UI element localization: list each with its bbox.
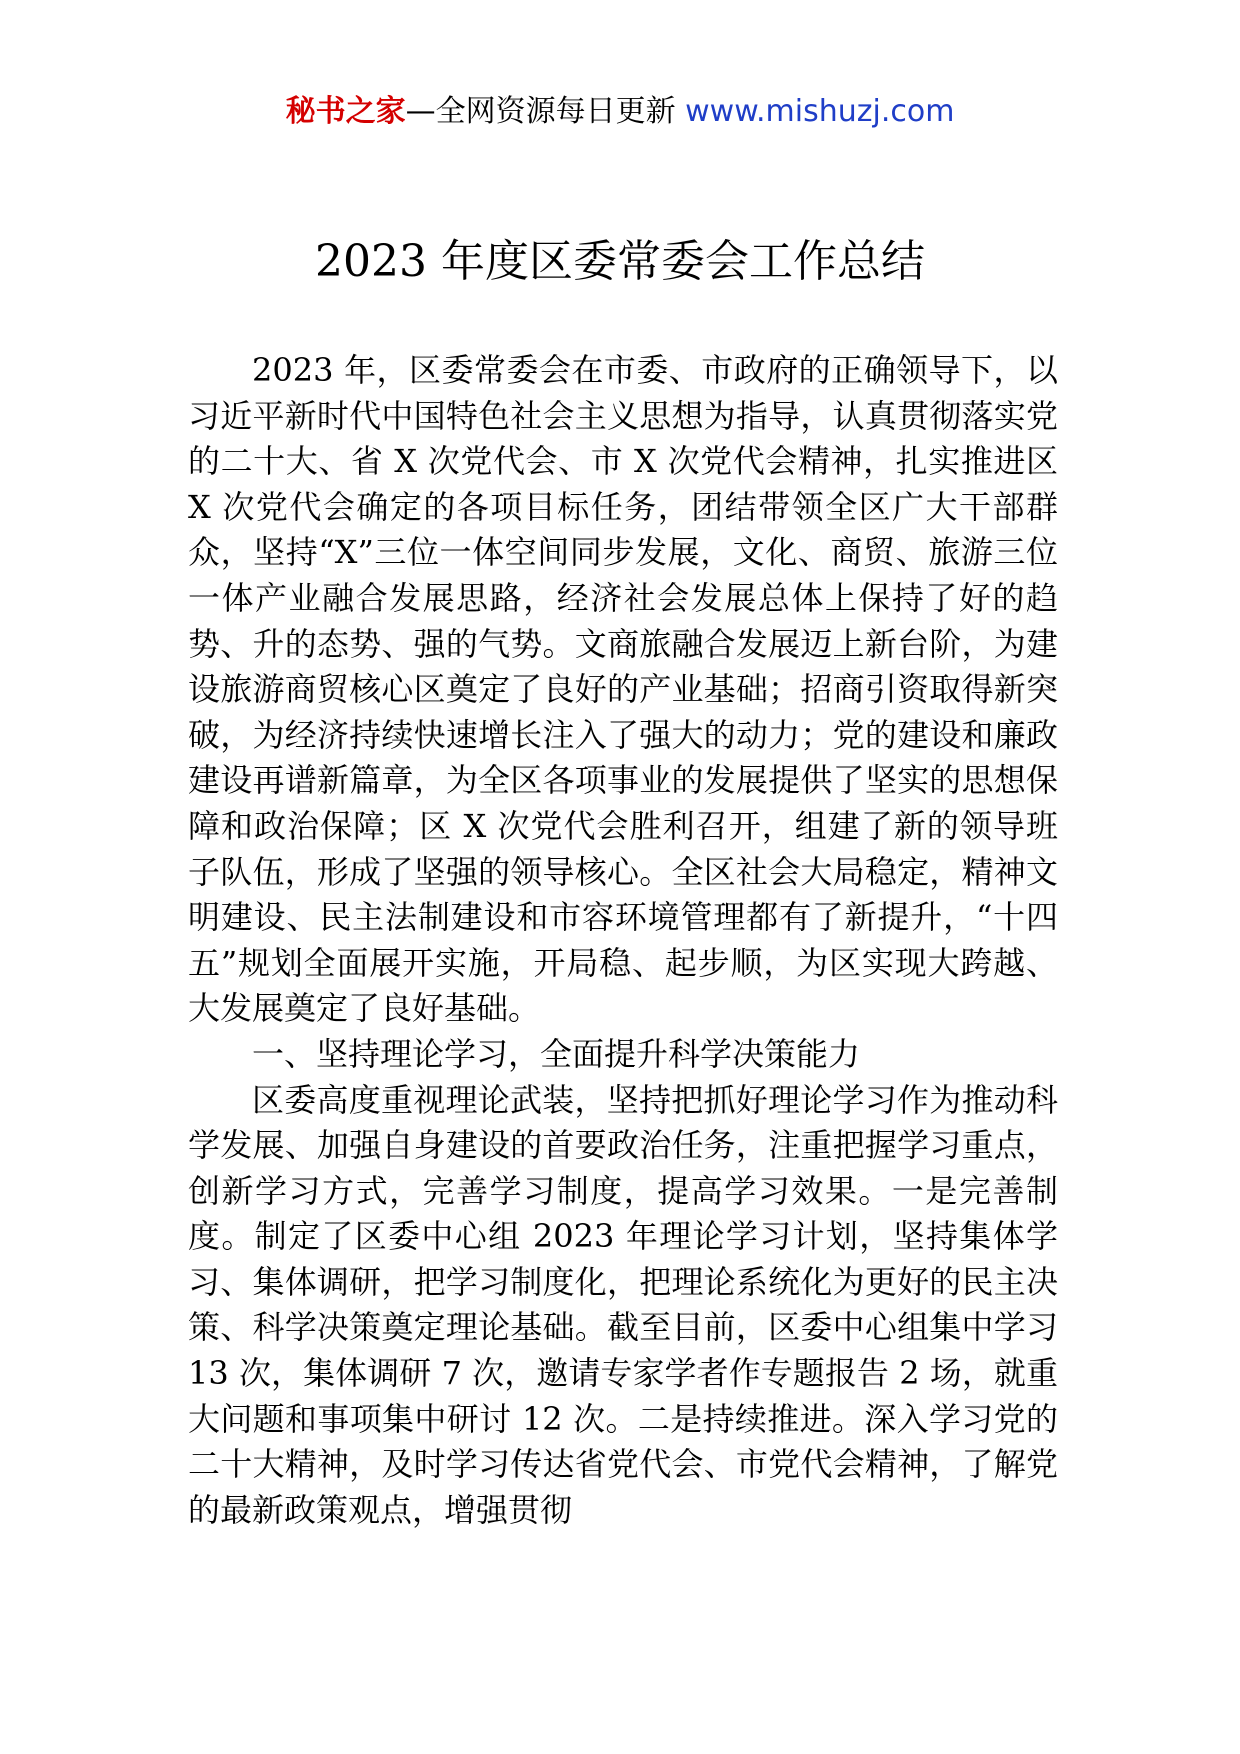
document-body (188, 348, 1058, 1533)
site-url[interactable]: www.mishuzj.com (685, 94, 955, 129)
site-brand: 秘书之家 (285, 94, 406, 129)
intro-paragraph: 2023 年，区委常委会在市委、市政府的正确领导下，以习近平新时代中国特色社会主义思想为指导，认真贯彻落实党的二十大、省 X 次党代会、市 X 次党代会精神，扎实推进区 X 次党代会确定的各项目标任务，团结带领全区广大干部群众，坚持“X”三位一体空间同步发展，文化、商贸、旅游三位一体产业融合发展思路，经济社会发展总体上保持了好的趋势、升的态势、强的气势。文商旅融合发展迈上新台阶，为建设旅游商贸核心区奠定了良好的产业基础；招商引资取得新突破，为经济持续快速增长注入了强大的动力；党的建设和廉政建设再谱新篇章，为全区各项事业的发展提供了坚实的思想保障和政治保障；区 X 次党代会胜利召开，组建了新的领导班子队伍，形成了坚强的领导核心。全区社会大局稳定，精神文明建设、民主法制建设和市容环境管理都有了新提升，“十四五”规划全面展开实施，开局稳、起步顺，为区实现大跨越、大发展奠定了良好基础。 (188, 351, 1058, 1028)
site-header (0, 92, 1240, 132)
site-tagline: —全网资源每日更新 (405, 94, 686, 129)
section-heading: 一、坚持理论学习，全面提升科学决策能力 (252, 1034, 861, 1073)
section-paragraph: 区委高度重视理论武装，坚持把抓好理论学习作为推动科学发展、加强自身建设的首要政治任务，注重把握学习重点，创新学习方式，完善学习制度，提高学习效果。一是完善制度。制定了区委中心组 2023 年理论学习计划，坚持集体学习、集体调研，把学习制度化，把理论系统化为更好的民主决策、科学决策奠定理论基础。截至目前，区委中心组集中学习 13 次，集体调研 7 次，邀请专家学者作专题报告 2 场，就重大问题和事项集中研讨 12 次。二是持续推进。深入学习党的二十大精神，及时学习传达省党代会、市党代会精神，了解党的最新政策观点，增强贯彻 (188, 1080, 1058, 1529)
document-title: 2023 年度区委常委会工作总结 (315, 236, 925, 287)
